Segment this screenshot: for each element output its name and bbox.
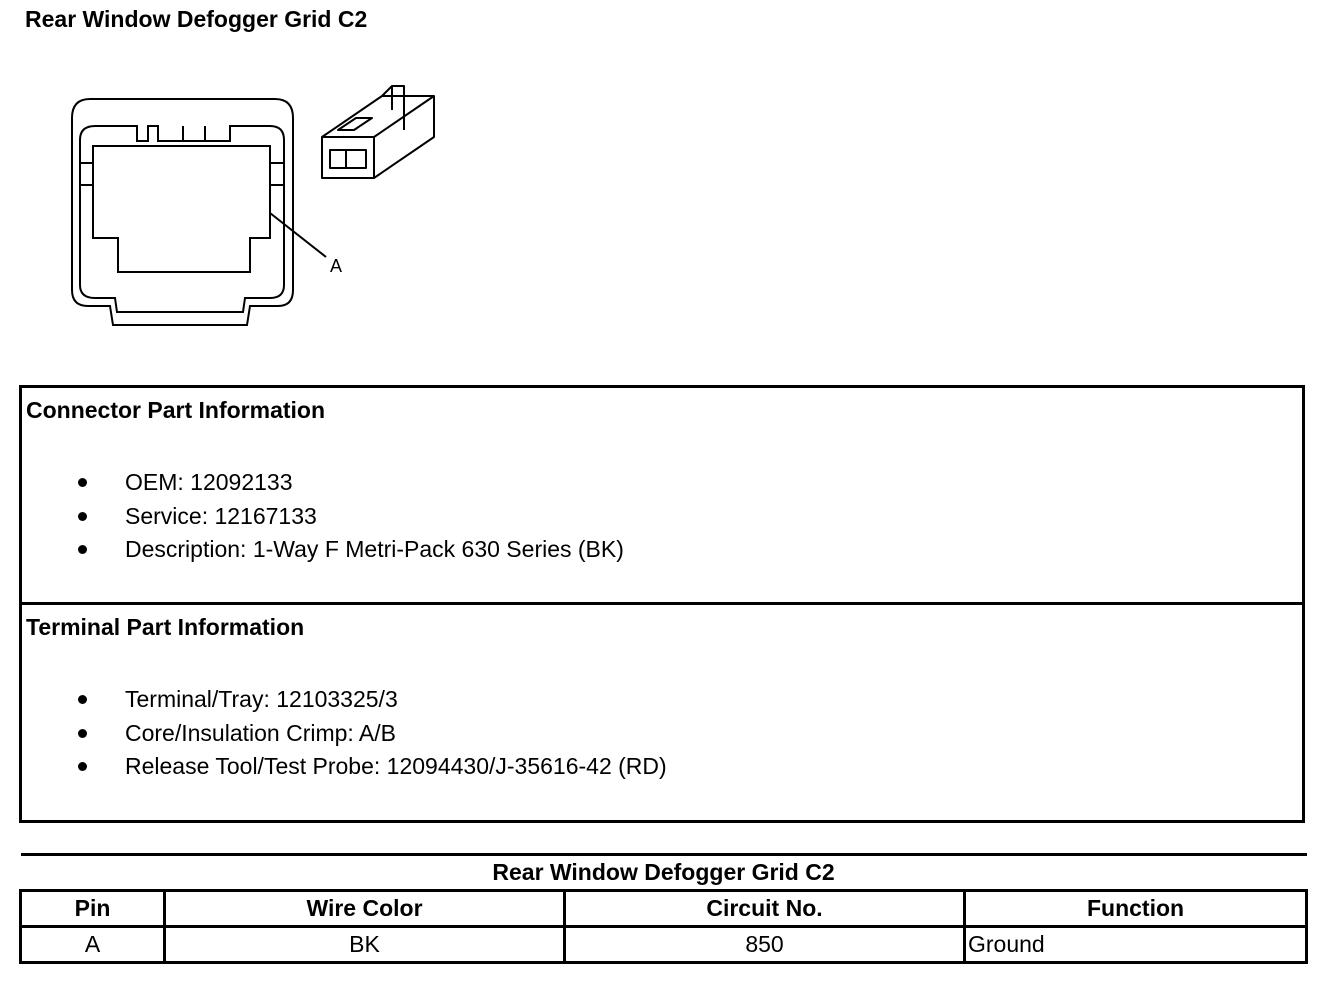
callout-a-label: A bbox=[330, 256, 343, 276]
header-wire-color: Wire Color bbox=[165, 891, 565, 927]
pin-table bbox=[19, 853, 1308, 964]
connector-info-heading: Connector Part Information bbox=[26, 397, 326, 423]
header-function: Function bbox=[965, 891, 1307, 927]
connector-isometric-diagram bbox=[312, 80, 442, 180]
connector-service: Service: 12167133 bbox=[125, 502, 317, 529]
terminal-tray: Terminal/Tray: 12103325/3 bbox=[125, 686, 398, 712]
cell-wire-color: BK bbox=[165, 927, 565, 963]
table-title-row bbox=[21, 855, 1307, 891]
header-pin: Pin bbox=[21, 891, 165, 927]
page-title: Rear Window Defogger Grid C2 bbox=[25, 6, 368, 32]
connector-oem: OEM: 12092133 bbox=[125, 469, 293, 495]
bullet-icon bbox=[78, 545, 87, 554]
connector-description: Description: 1-Way F Metri-Pack 630 Series (BK) bbox=[125, 536, 624, 562]
bullet-icon bbox=[78, 729, 87, 738]
connector-part-information bbox=[22, 388, 1302, 605]
cell-pin: A bbox=[21, 927, 165, 963]
cell-function: Ground bbox=[965, 927, 1307, 963]
terminal-info-heading: Terminal Part Information bbox=[26, 614, 305, 640]
table-header-row bbox=[21, 891, 1307, 927]
cell-circuit-no: 850 bbox=[565, 927, 965, 963]
terminal-part-information bbox=[22, 605, 1302, 820]
bullet-icon bbox=[78, 478, 87, 487]
table-row bbox=[21, 927, 1307, 963]
part-information-box bbox=[19, 385, 1305, 823]
terminal-release-tool: Release Tool/Test Probe: 12094430/J-35616-42 (RD) bbox=[125, 753, 667, 779]
table-title: Rear Window Defogger Grid C2 bbox=[21, 855, 1307, 891]
terminal-crimp: Core/Insulation Crimp: A/B bbox=[125, 719, 397, 746]
bullet-icon bbox=[78, 762, 87, 771]
bullet-icon bbox=[78, 695, 87, 704]
bullet-icon bbox=[78, 512, 87, 521]
header-circuit-no: Circuit No. bbox=[565, 891, 965, 927]
